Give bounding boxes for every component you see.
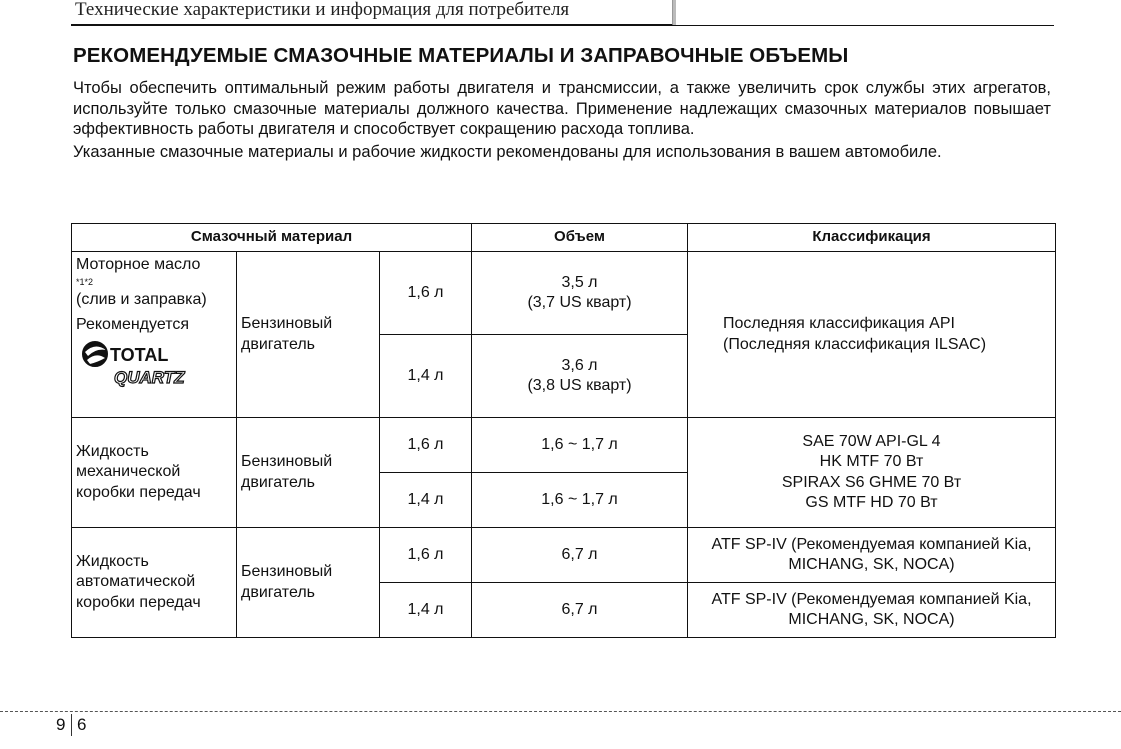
- intro-paragraph: Указанные смазочные материалы и рабочие жидкости рекомендованы для использования в вашем автомобиле.: [73, 142, 942, 161]
- table-row: [72, 418, 1056, 473]
- table-header-row: [72, 224, 1056, 252]
- table-row: [72, 528, 1056, 583]
- footer-rule: [0, 711, 1121, 712]
- page-header: [71, 0, 1054, 26]
- volume-us: (3,8 US кварт): [527, 377, 632, 394]
- classification-cell: [688, 252, 1056, 418]
- page-number-left: 9: [56, 715, 66, 734]
- volume-cell: 1,6 ~ 1,7 л: [472, 418, 688, 473]
- classification-line: MICHANG, SK, NOCA): [788, 556, 955, 573]
- header-classification: Классификация: [688, 224, 1056, 252]
- header-tab: [71, 0, 673, 26]
- classification-line: Последняя классификация API: [723, 315, 955, 332]
- volume-us: (3,7 US кварт): [527, 294, 632, 311]
- engine-oil-recommended: Рекомендуется: [76, 316, 190, 333]
- volume-cell: 6,7 л: [472, 583, 688, 638]
- classification-cell: [688, 528, 1056, 583]
- volume-cell: [472, 252, 688, 335]
- classification-line: SAE 70W API-GL 4: [802, 432, 941, 450]
- classification-line: SPIRAX S6 GHME 70 Вт: [781, 473, 962, 491]
- total-logo-icon: [76, 338, 208, 390]
- engine-type-cell: Бензиновый двигатель: [237, 418, 380, 528]
- classification-line: HK MTF 70 Вт: [819, 453, 924, 470]
- displacement-cell: 1,4 л: [380, 335, 472, 418]
- intro-text: [73, 78, 1051, 164]
- classification-cell: [688, 418, 1056, 528]
- volume-liters: 3,6 л: [561, 356, 598, 374]
- engine-type-cell: Бензиновый двигатель: [237, 528, 380, 638]
- classification-line: (Последняя классификация ILSAC): [723, 335, 987, 353]
- displacement-cell: 1,6 л: [380, 528, 472, 583]
- page-number-right: 6: [77, 715, 87, 734]
- volume-cell: 1,6 ~ 1,7 л: [472, 473, 688, 528]
- volume-cell: [472, 335, 688, 418]
- table-row: [72, 252, 1056, 335]
- logo-line1: TOTAL: [110, 344, 169, 365]
- displacement-cell: 1,4 л: [380, 583, 472, 638]
- engine-oil-note: (слив и заправка): [76, 290, 207, 308]
- manual-fluid-name: Жидкость механической коробки передач: [72, 418, 237, 528]
- classification-line: GS MTF HD 70 Вт: [805, 494, 938, 511]
- section-title: РЕКОМЕНДУЕМЫЕ СМАЗОЧНЫЕ МАТЕРИАЛЫ И ЗАПРАВОЧНЫЕ ОБЪЕМЫ: [73, 44, 849, 67]
- lubricants-table: [71, 223, 1056, 638]
- engine-oil-name: Моторное масло: [76, 256, 201, 273]
- classification-line: MICHANG, SK, NOCA): [788, 611, 955, 628]
- page-number-divider: [71, 714, 72, 736]
- logo-line2: QUARTZ: [114, 367, 185, 387]
- displacement-cell: 1,6 л: [380, 418, 472, 473]
- header-title: Технические характеристики и информация для потребителя: [75, 0, 570, 20]
- displacement-cell: 1,6 л: [380, 252, 472, 335]
- header-volume: Объем: [472, 224, 688, 252]
- classification-line: ATF SP-IV (Рекомендуемая компанией Kia,: [711, 590, 1032, 608]
- engine-oil-cell: [72, 252, 237, 418]
- classification-cell: [688, 583, 1056, 638]
- volume-cell: 6,7 л: [472, 528, 688, 583]
- header-rule: [71, 25, 1054, 26]
- header-material: Смазочный материал: [72, 224, 472, 252]
- classification-line: ATF SP-IV (Рекомендуемая компанией Kia,: [711, 535, 1032, 553]
- volume-liters: 3,5 л: [561, 273, 598, 291]
- intro-paragraph: Чтобы обеспечить оптимальный режим работы двигателя и трансмиссии, а также увеличить срок службы этих агрегатов, используйте только смазочные материалы должного качества. Применение надлежащих смазочных материалов повышает эффективность работы двигателя и способствует сокращению расхода топлива.: [73, 79, 1051, 139]
- auto-fluid-name: Жидкость автоматической коробки передач: [72, 528, 237, 638]
- engine-type-cell: Бензиновый двигатель: [237, 252, 380, 418]
- displacement-cell: 1,4 л: [380, 473, 472, 528]
- engine-oil-footnote: *1*2: [76, 276, 94, 287]
